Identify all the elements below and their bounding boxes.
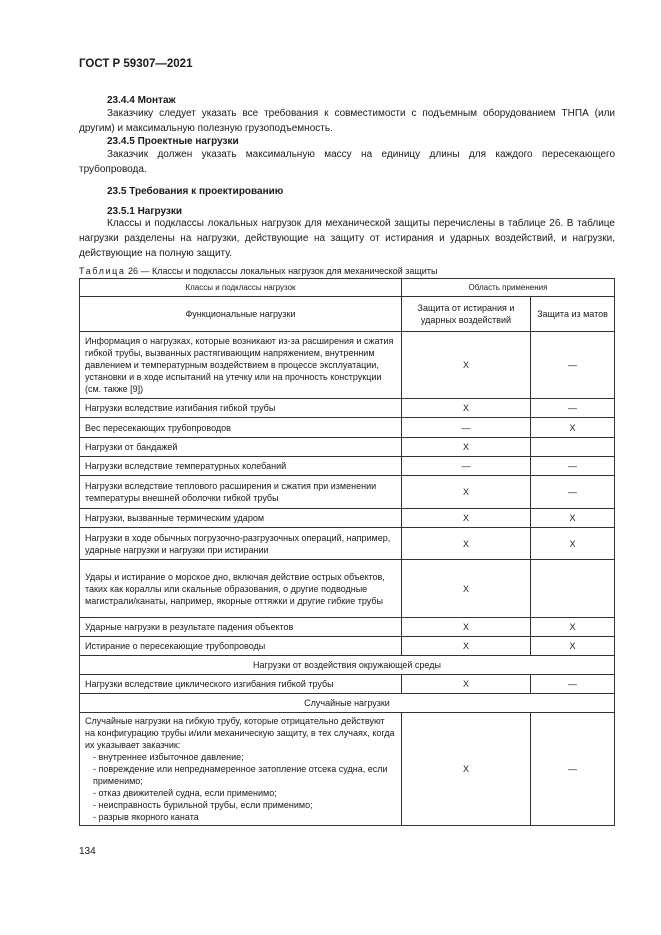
row-value-abrasion: X xyxy=(402,713,531,826)
table-row xyxy=(80,332,615,399)
row-value-mats: X xyxy=(531,618,615,637)
section-title-23-5-1: 23.5.1 Нагрузки xyxy=(107,206,183,217)
list-item: - отказ движителей судна, если применимо; xyxy=(93,788,277,798)
row-label: Нагрузки вследствие циклического изгибания гибкой трубы xyxy=(80,675,402,694)
row-value-mats: X xyxy=(531,509,615,528)
table-subhead-row xyxy=(80,297,615,332)
row-label: Вес пересекающих трубопроводов xyxy=(80,418,402,438)
row-label: Удары и истирание о морское дно, включая действие острых объектов, таких как кораллы или скальные образования, о другие подводные магистрали/канаты, например, якорные оттяжки и другие гибкие трубы xyxy=(80,560,402,618)
row-value-mats: — xyxy=(531,713,615,826)
row-value-abrasion: — xyxy=(402,418,531,438)
subhead-functional: Функциональные нагрузки xyxy=(80,297,402,332)
table-row xyxy=(80,438,615,457)
subhead-abrasion: Защита от истирания и ударных воздействий xyxy=(402,297,531,332)
list-item: - неисправность бурильной трубы, если применимо; xyxy=(93,800,313,810)
row-value-abrasion: X xyxy=(402,509,531,528)
row-value-abrasion: X xyxy=(402,560,531,618)
row-label: Нагрузки вследствие изгибания гибкой трубы xyxy=(80,399,402,418)
row-value-mats: — xyxy=(531,476,615,509)
row-value-abrasion: X xyxy=(402,399,531,418)
row-value-abrasion: X xyxy=(402,476,531,509)
section-text-23-5-1: Классы и подклассы локальных нагрузок для механической защиты перечислены в таблице 26. В таблице нагрузки разделены на нагрузки, действующие на защиту от истирания и ударных воздействий, и нагрузки, действующие на полную защиту. xyxy=(79,218,615,259)
row-label: Информация о нагрузках, которые возникают из-за расширения и сжатия гибкой трубы, вызванных растягивающим напряжением, внутренним давлением и температурным воздействием в процессе эксплуатации, установки и в ходе испытаний на утечку или на прочность конструкции (см. также [9]) xyxy=(80,332,402,399)
table-section-row xyxy=(80,694,615,713)
table-caption-word: Таблица xyxy=(79,266,126,276)
table-row xyxy=(80,618,615,637)
row-label: Нагрузки в ходе обычных погрузочно-разгрузочных операций, например, ударные нагрузки и нагрузки при истирании xyxy=(80,528,402,560)
row-value-mats: — xyxy=(531,457,615,476)
list-item: - внутреннее избыточное давление; xyxy=(93,752,244,762)
table-section-row xyxy=(80,656,615,675)
table-row xyxy=(80,457,615,476)
table-row xyxy=(80,713,615,826)
row-value-abrasion: — xyxy=(402,457,531,476)
row-label: Истирание о пересекающие трубопроводы xyxy=(80,637,402,656)
row-value-mats: X xyxy=(531,637,615,656)
table-row xyxy=(80,675,615,694)
row-label xyxy=(80,713,402,826)
table-row xyxy=(80,418,615,438)
table-caption xyxy=(79,266,437,276)
row-value-mats: X xyxy=(531,528,615,560)
list-item: - разрыв якорного каната xyxy=(93,812,199,822)
row-label: Нагрузки, вызванные термическим ударом xyxy=(80,509,402,528)
row-value-abrasion: X xyxy=(402,675,531,694)
section-text-23-4-5: Заказчик должен указать максимальную массу на единицу длины для каждого пересекающего трубопровода. xyxy=(79,149,615,175)
row-value-abrasion: X xyxy=(402,618,531,637)
env-loads-header: Нагрузки от воздействия окружающей среды xyxy=(80,656,615,675)
section-title-23-4-5: 23.4.5 Проектные нагрузки xyxy=(107,136,239,147)
table-head-row xyxy=(80,279,615,297)
section-title-23-5: 23.5 Требования к проектированию xyxy=(107,186,284,197)
table-row xyxy=(80,637,615,656)
table-row xyxy=(80,476,615,509)
row-label: Нагрузки вследствие теплового расширения и сжатия при изменении температуры внешней оболочки гибкой трубы xyxy=(80,476,402,509)
section-title-23-4-4: 23.4.4 Монтаж xyxy=(107,95,176,106)
row-label: Нагрузки от бандажей xyxy=(80,438,402,457)
row-value-abrasion: X xyxy=(402,637,531,656)
row-value-mats: — xyxy=(531,332,615,399)
section-text-23-4-4: Заказчику следует указать все требования к совместимости с подъемным оборудованием ТНПА (или другим) и максимальную полезную грузоподъемность. xyxy=(79,108,615,134)
table-row xyxy=(80,528,615,560)
table-row xyxy=(80,509,615,528)
loads-table xyxy=(79,278,615,826)
table-caption-text: 26 — Классы и подклассы локальных нагрузок для механической защиты xyxy=(125,266,438,276)
row-label: Ударные нагрузки в результате падения объектов xyxy=(80,618,402,637)
row-value-abrasion: X xyxy=(402,528,531,560)
row-value-abrasion: X xyxy=(402,332,531,399)
row-value-mats: — xyxy=(531,399,615,418)
document-header: ГОСТ Р 59307—2021 xyxy=(79,58,193,70)
list-item: - повреждение или непреднамеренное затопление отсека судна, если применимо; xyxy=(93,764,388,786)
accidental-intro: Случайные нагрузки на гибкую трубу, которые отрицательно действуют на конфигурацию трубы и/или механическую защиту, в тех случаях, когда их указывает заказчик: xyxy=(85,716,395,750)
accidental-loads-header: Случайные нагрузки xyxy=(80,694,615,713)
subhead-mats: Защита из матов xyxy=(531,297,615,332)
row-value-mats xyxy=(531,560,615,618)
row-value-mats xyxy=(531,438,615,457)
table-row xyxy=(80,560,615,618)
head-classes: Классы и подклассы нагрузок xyxy=(80,279,402,297)
row-label: Нагрузки вследствие температурных колебаний xyxy=(80,457,402,476)
row-value-abrasion: X xyxy=(402,438,531,457)
row-value-mats: — xyxy=(531,675,615,694)
head-scope: Область применения xyxy=(402,279,615,297)
row-value-mats: X xyxy=(531,418,615,438)
table-row xyxy=(80,399,615,418)
page-number: 134 xyxy=(79,846,96,857)
